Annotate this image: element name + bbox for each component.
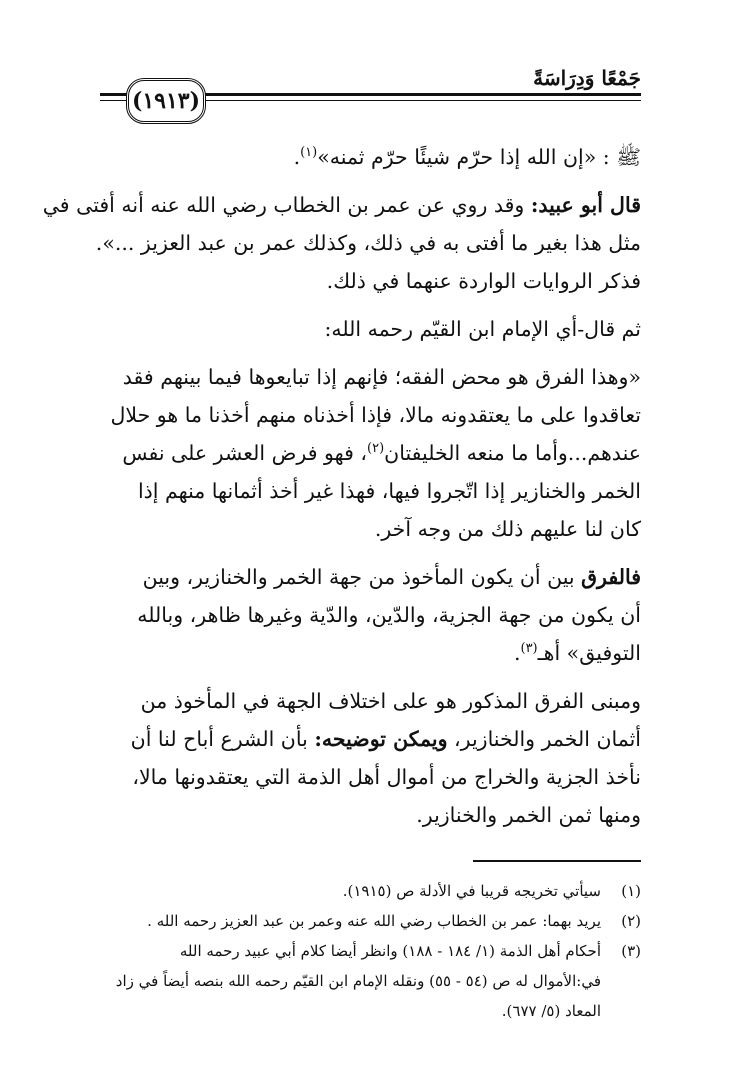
paragraph-line: ثم قال-أي الإمام ابن القيّم رحمه الله: <box>324 317 641 341</box>
paragraph-line: عندهم...وأما ما منعه الخليفتان$^{(٢)}$، فهو فرض العشر على نفس <box>122 441 641 465</box>
footnote-text: أحكام أهل الذمة (١/ ١٨٤ - ١٨٨) وانظر أيضا كلام أبي عبيد رحمه الله <box>179 942 601 960</box>
footnote-continuation: في:الأموال له ص (٥٤ - ٥٥) ونقله الإمام ابن القيّم رحمه الله بنصه أيضاً في زاد <box>115 972 601 990</box>
paragraph-line: أن يكون من جهة الجزية، والدّين، والدّية وغيرها ظاهر، وبالله <box>137 603 641 627</box>
paragraph-line: كان لنا عليهم ذلك من وجه آخر. <box>374 517 641 541</box>
footnotes <box>100 876 641 1026</box>
footnote <box>100 876 641 906</box>
paragraph-line: نأخذ الجزية والخراج من أموال أهل الذمة التي يعتقدونها مالا، <box>132 765 641 789</box>
paragraph-line: ﷺ : «إن الله إذا حرّم شيئًا حرّم ثمنه»$^{(١)}$. <box>293 145 641 169</box>
paragraph-line: مثل هذا بغير ما أفتى به في ذلك، وكذلك عمر بن عبد العزيز ...». <box>95 231 641 255</box>
paragraph-line: ومبنى الفرق المذكور هو على اختلاف الجهة في المأخوذ من <box>140 689 641 713</box>
footnote-continuation: المعاد (٥/ ٦٧٧). <box>501 1002 601 1020</box>
page-header <box>100 58 641 118</box>
paragraph-line: التوفيق» أهـ$^{(٣)}$. <box>513 641 641 665</box>
footnote-number: (٣) <box>621 942 641 960</box>
footnote <box>100 936 641 966</box>
footnote-ref: (٢) <box>367 441 385 456</box>
paragraph-line: «وهذا الفرق هو محض الفقه؛ فإنهم إذا تبايعوها فيما بينهم فقد <box>122 365 641 389</box>
paragraph-line: تعاقدوا على ما يعتقدونه مالا، فإذا أخذناه منهم أخذنا ما هو حلال <box>110 403 641 427</box>
page-number: (١٩١٣) <box>126 78 206 124</box>
paragraph-line: قال أبو عبيد: وقد روي عن عمر بن الخطاب رضي الله عنه أنه أفتى في <box>42 193 641 217</box>
footnote-text: يريد بهما: عمر بن الخطاب رضي الله عنه وعمر بن عبد العزيز رحمه الله . <box>147 912 601 930</box>
footnote-separator <box>473 860 641 862</box>
footnote-ref: (٣) <box>520 641 538 656</box>
paragraph-line: فذكر الروايات الواردة عنهما في ذلك. <box>326 269 641 293</box>
paragraph-line: أثمان الخمر والخنازير، ويمكن توضيحه: بأن الشرع أباح لنا أن <box>130 727 641 751</box>
paragraph-line: فالفرق بين أن يكون المأخوذ من جهة الخمر والخنازير، وبين <box>142 565 641 589</box>
paragraph-line: الخمر والخنازير إذا اتّجروا فيها، فهذا غير أخذ أثمانها منهم إذا <box>137 479 641 503</box>
footnote-number: (١) <box>621 882 641 900</box>
footnote-number: (٢) <box>621 912 641 930</box>
footnote-text: سيأتي تخريجه قريبا في الأدلة ص (١٩١٥). <box>342 882 601 900</box>
book-title: جَمْعًا وَدِرَاسَةً <box>533 66 641 90</box>
footnote-ref: (١) <box>300 145 318 160</box>
main-text <box>42 138 641 834</box>
paragraph-line: ومنها ثمن الخمر والخنازير. <box>416 803 641 827</box>
footnote <box>100 906 641 936</box>
